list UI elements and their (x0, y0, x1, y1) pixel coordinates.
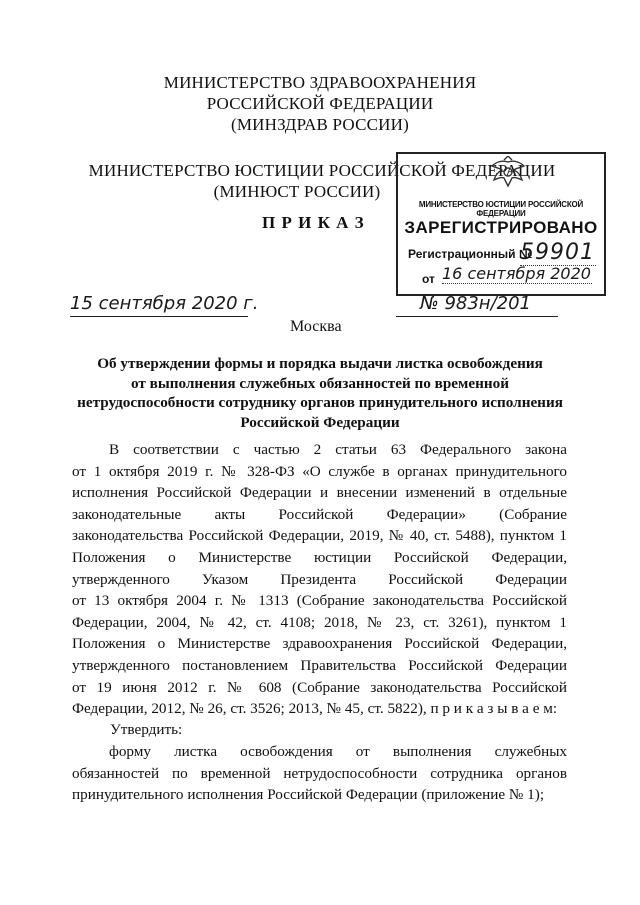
stamp-org: МИНИСТЕРСТВО ЮСТИЦИИ РОССИЙСКОЙ ФЕДЕРАЦИИ (418, 200, 584, 218)
title-line-4: Российской Федерации (240, 413, 400, 431)
ministry-justice-line-1: МИНИСТЕРСТВО ЮСТИЦИИ РОССИЙСКОЙ ФЕДЕРАЦИИ (88, 161, 556, 180)
stamp-reg-number: 59901 (520, 240, 595, 265)
preamble-line: от 13 октября 2004 г. № 1313 (Собрание законодательства Российской (72, 592, 567, 610)
preamble-line: Федерации, 2012, № 26, ст. 3526; 2013, № 45, ст. 5822), п р и к а з ы в а е м: (72, 700, 558, 718)
ministry-health-line-3: (МИНЗДРАВ РОССИИ) (231, 115, 409, 134)
preamble-line: от 19 июня 2012 г. № 608 (Собрание законодательства Российской (72, 678, 567, 696)
approve-word: Утвердить: (110, 721, 183, 738)
ministry-justice-line-2: (МИНЮСТ РОССИИ) (213, 182, 381, 201)
registration-stamp (396, 152, 606, 296)
preamble-line: исполнения Российской Федерации и внесении изменений в отдельные (72, 484, 567, 502)
preamble-line: утвержденного Указом Президента Российской Федерации (72, 570, 567, 588)
item-1-paragraph (72, 741, 567, 806)
order-number-underline (396, 316, 558, 317)
ministry-health-header (0, 72, 640, 135)
emblem-icon (488, 156, 528, 192)
document-title (40, 354, 600, 432)
order-date-underline (70, 316, 248, 317)
ministry-health-line-2: РОССИЙСКОЙ ФЕДЕРАЦИИ (206, 94, 434, 113)
order-word: П Р И К А З (262, 213, 365, 232)
preamble-line: Федерации, 2004, № 42, ст. 4108; 2018, № 23, ст. 3261), пунктом 1 (72, 613, 567, 631)
order-number: № 983н/201 (420, 293, 531, 314)
stamp-reg-label: Регистрационный № (408, 247, 533, 261)
preamble-paragraph (72, 439, 567, 720)
item-1-line: принудительного исполнения Российской Федерации (приложение № 1); (72, 786, 545, 804)
preamble-line: законодательные акты Российской Федерации» (Собрание (72, 505, 567, 523)
title-line-1: Об утверждении формы и порядка выдачи листка освобождения (97, 355, 543, 372)
item-1-line: форму листка освобождения от выполнения служебных (109, 743, 567, 760)
item-1-line: обязанностей по временной нетрудоспособности сотрудника органов (72, 764, 567, 782)
title-line-2: от выполнения служебных обязанностей по временной (131, 374, 509, 392)
stamp-date-value: 16 сентября 2020 (442, 264, 591, 283)
preamble-line: Положения о Министерстве здравоохранения Российской Федерации, (72, 635, 567, 653)
title-line-3: нетрудоспособности сотруднику органов принудительного исполнения (77, 394, 563, 411)
preamble-line: от 1 октября 2019 г. № 328-ФЗ «О службе в органах принудительного (72, 462, 567, 480)
stamp-date-label: от (422, 272, 435, 286)
preamble-line: утвержденного постановлением Правительства Российской Федерации (72, 656, 567, 674)
order-city: Москва (290, 318, 342, 335)
preamble-line: В соответствии с частью 2 статьи 63 Федерального закона (109, 441, 567, 458)
preamble-line: законодательства Российской Федерации, 2019, № 40, ст. 5488), пунктом 1 (72, 527, 567, 545)
preamble-line: Положения о Министерстве юстиции Российской Федерации, (72, 548, 567, 566)
order-date: 15 сентября 2020 г. (70, 293, 259, 314)
stamp-status: ЗАРЕГИСТРИРОВАНО (404, 218, 598, 237)
ministry-health-line-1: МИНИСТЕРСТВО ЗДРАВООХРАНЕНИЯ (163, 73, 477, 92)
